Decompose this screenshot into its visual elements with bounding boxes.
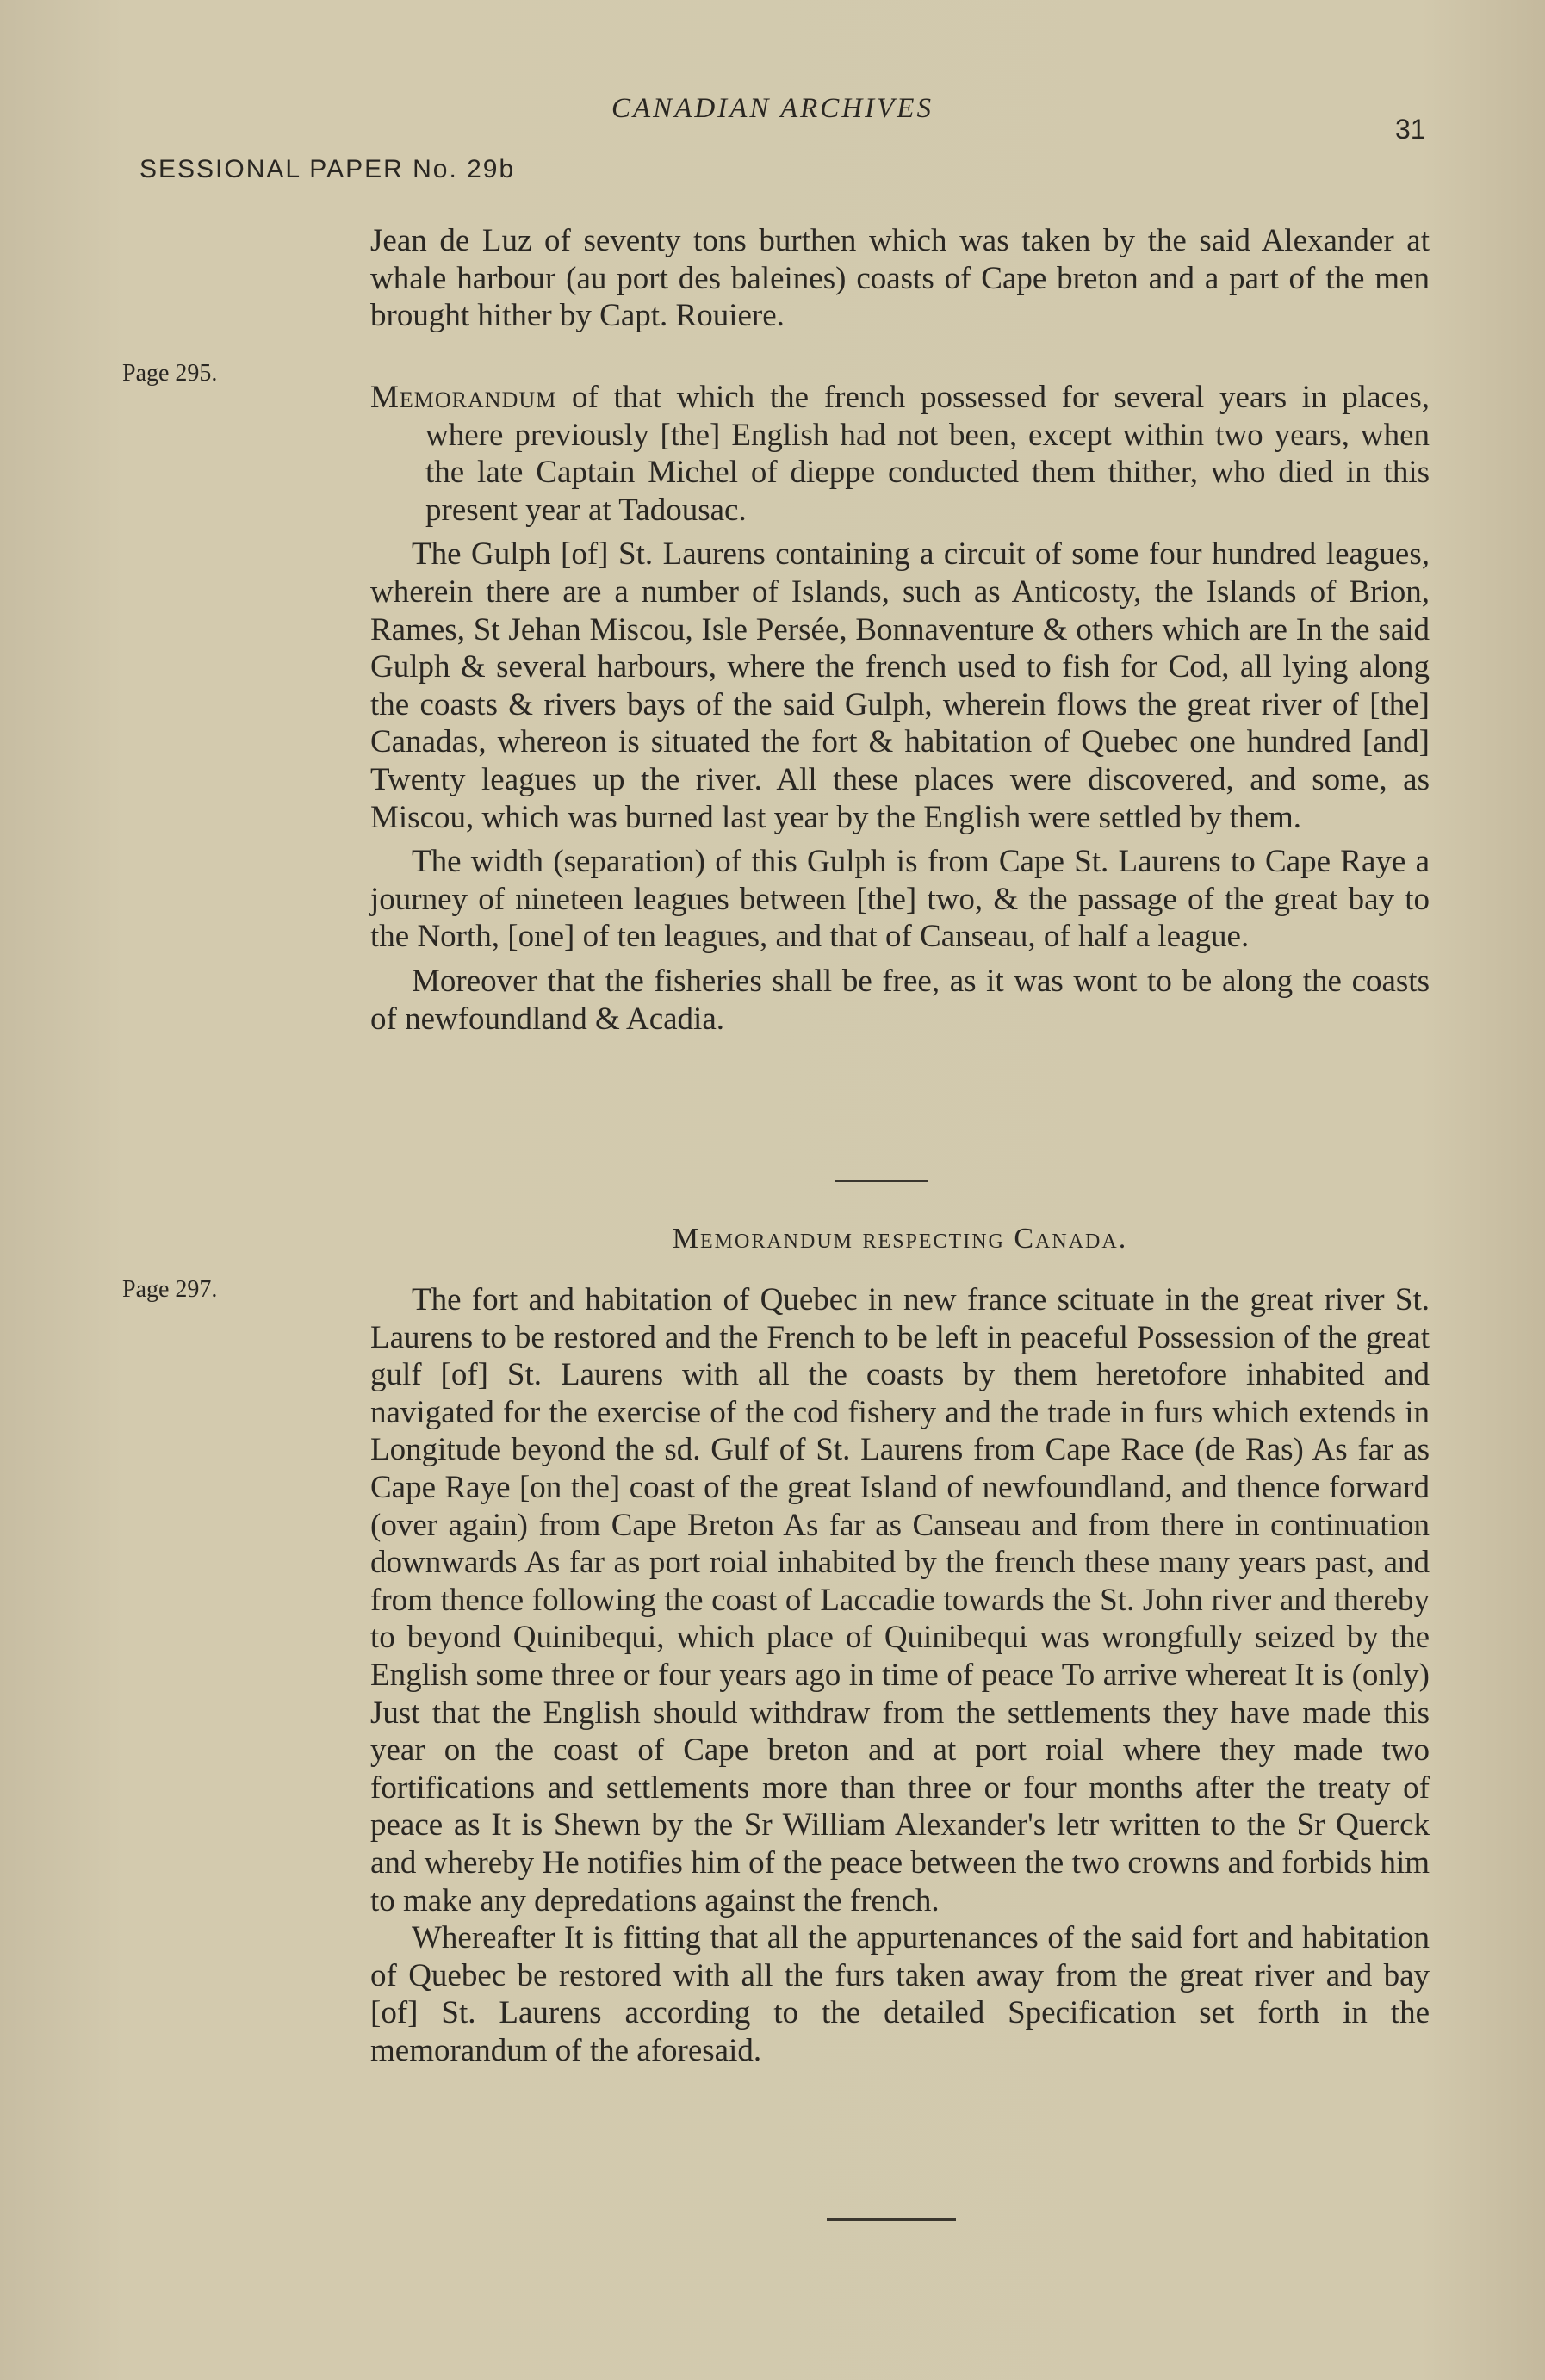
memorandum-lead: Memorandum: [370, 380, 557, 415]
memorandum-heading: [370, 379, 1430, 529]
memo1-paragraph-1: The Gulph [of] St. Laurens containing a circuit of some four hundred leagues, wherein there are a number of Islands, such as Anticosty, the Islands of Brion, Rames, St Jehan Miscou, Isle Persée, Bonnaventure & others which are In the said Gulph & several harbours, where the french used to fish for Cod, all lying along the coasts & rivers bays of the said Gulph, wherein flows the great river of [the] Canadas, whereon is situated the fort & habitation of Quebec one hundred [and] Twenty leagues up the river. All these places were discovered, and some, as Miscou, which was burned last year by the English were settled by them.: [370, 536, 1430, 835]
opening-paragraph: [370, 222, 1430, 335]
memo1-paragraph-2: The width (separation) of this Gulph is from Cape St. Laurens to Cape Raye a journey of nineteen leagues between [the] two, & the passage of the great bay to the North, [one] of ten leagues, and that of Canseau, of half a league.: [370, 844, 1430, 955]
page-number: 31: [1395, 114, 1426, 145]
memorandum-section-2: [370, 1281, 1430, 2069]
memo1-paragraph-3: Moreover that the fisheries shall be free, as it was wont to be along the coasts of newfoundland & Acadia.: [370, 963, 1430, 1037]
memo2-paragraph-2: Whereafter It is fitting that all the appurtenances of the said fort and habitation of Quebec be restored with all the furs taken away from the great river and bay [of] St. Laurens according to the detailed Specification set forth in the memorandum of the aforesaid.: [370, 1920, 1430, 2068]
margin-note-page-295: Page 295.: [122, 360, 218, 387]
memorandum-heading-text: of that which the french possessed for several years in places, where previously [the] English had not been, except within two years, when the late Captain Michel of dieppe conducted them thither, who died in this present year at Tadousac.: [425, 380, 1430, 528]
section-divider-2: [827, 2218, 956, 2221]
section-heading: Memorandum respecting Canada.: [672, 1223, 1128, 1255]
opening-text: Jean de Luz of seventy tons burthen which was taken by the said Alexander at whale harbour (au port des baleines) coasts of Cape breton and a part of the men brought hither by Capt. Rouiere.: [370, 223, 1430, 334]
section-divider-1: [835, 1180, 928, 1182]
memorandum-section-1: [370, 379, 1430, 1038]
memo2-paragraph-1: The fort and habitation of Quebec in new france scituate in the great river St. Laurens to be restored and the French to be left in peaceful Possession of the great gulf [of] St. Laurens with all the coasts by them heretofore inhabited and navigated for the exercise of the cod fishery and the trade in furs which extends in Longitude beyond the sd. Gulf of St. Laurens from Cape Race (de Ras) As far as Cape Raye [on the] coast of the great Island of newfoundland, and thence forward (over again) from Cape Breton As far as Canseau and from there in continuation downwards As far as port roial inhabited by the french these many years past, and from thence following the coast of Laccadie towards the St. John river and thereby to beyond Quinibequi, which place of Quinibequi was wrongfully seized by the English some three or four years ago in time of peace To arrive whereat It is (only) Just that the English should withdraw from the settlements they have made this year on the coast of Cape breton and at port roial where they made two fortifications and settlements more than three or four months after the treaty of peace as It is Shewn by the Sr William Alexander's letr written to the Sr Querck and whereby He notifies him of the peace between the two crowns and forbids him to make any depredations against the french.: [370, 1282, 1430, 1918]
sessional-paper-label: SESSIONAL PAPER No. 29b: [140, 155, 516, 183]
running-title: CANADIAN ARCHIVES: [611, 93, 934, 124]
margin-note-page-297: Page 297.: [122, 1276, 218, 1303]
